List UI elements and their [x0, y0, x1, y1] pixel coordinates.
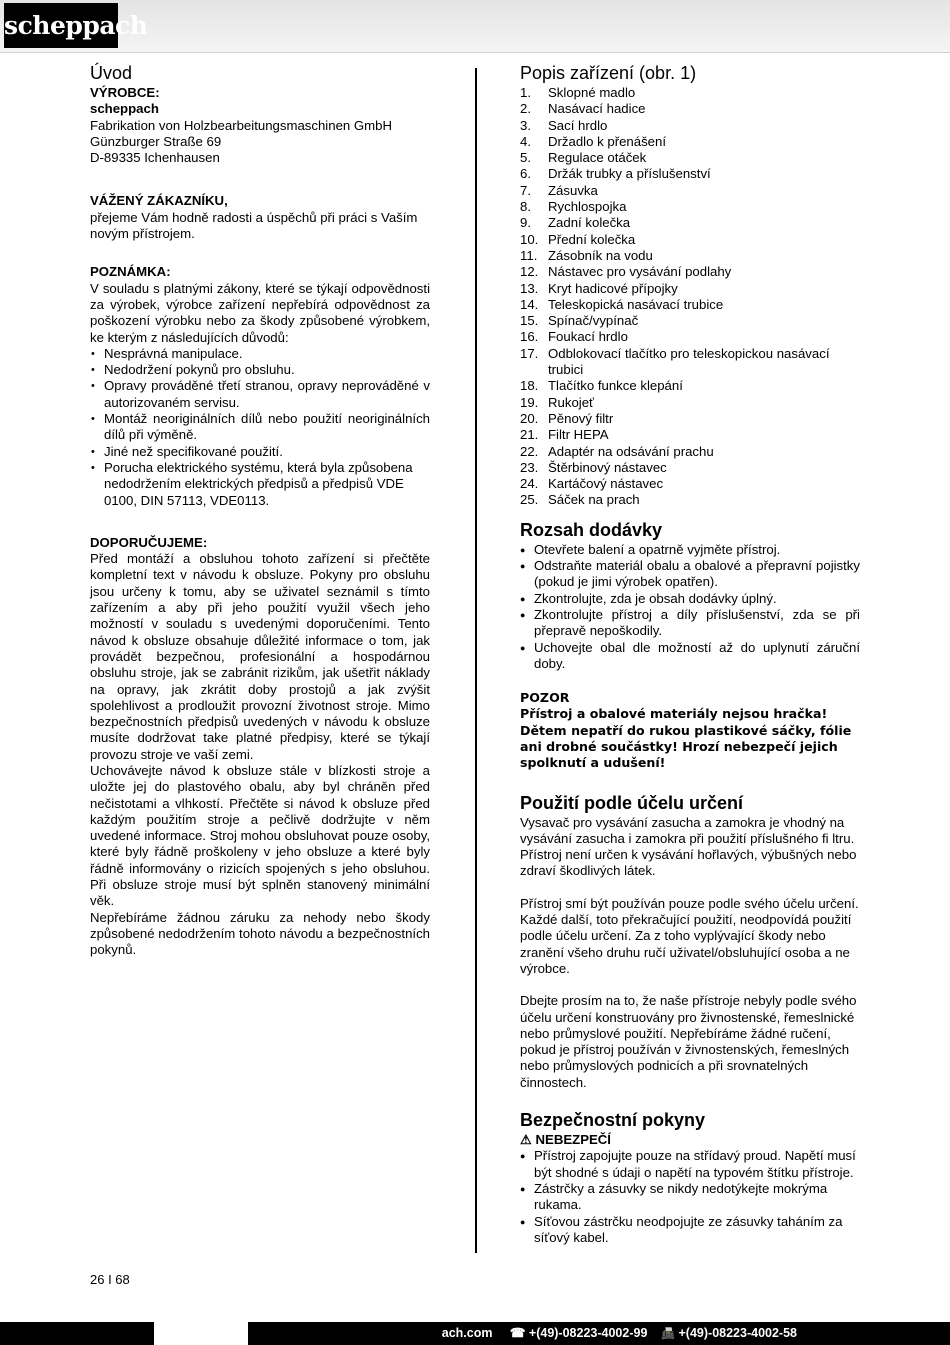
fax-icon: 📠: [661, 1328, 676, 1340]
item-label: Kryt hadicové přípojky: [548, 280, 678, 296]
item-label: Držák trubky a příslušenství: [548, 166, 711, 182]
list-item: • Nesprávná manipulace.: [90, 346, 430, 362]
item-number: 16.: [520, 329, 539, 345]
parts-list-item: [520, 460, 860, 476]
footer-white-block: [154, 1322, 248, 1345]
footer-contact: [442, 1325, 797, 1340]
item-number: 19.: [520, 394, 539, 410]
item-number: 5.: [520, 150, 531, 166]
parts-list: [520, 85, 860, 509]
item-label: Pěnový filtr: [548, 410, 614, 426]
note-text: V souladu s platnými zákony, které se týkají odpovědnosti za výrobek, výrobce zařízení nepřebírá odpovědnost za poškození výrobku nebo za škody způsobené výrobkem, ke kterým z následujících důvodů:: [90, 280, 430, 345]
column-divider: [475, 68, 477, 1253]
item-label: Přední kolečka: [548, 231, 636, 247]
recommend-paragraph: Nepřebíráme žádnou záruku za nehody nebo škody způsobené nedodržením tohoto návodu a bezpečnostních pokynů.: [90, 909, 430, 958]
item-number: 3.: [520, 117, 531, 133]
parts-list-item: [520, 101, 860, 117]
parts-list-item: [520, 444, 860, 460]
item-number: 24.: [520, 476, 539, 492]
parts-list-item: [520, 346, 860, 379]
section-title-parts: Popis zařízení (obr. 1): [520, 63, 697, 83]
item-number: 22.: [520, 443, 539, 459]
delivery-list: [520, 542, 860, 672]
item-label: Zásuvka: [548, 182, 598, 198]
address-line: Fabrikation von Holzbearbeitungsmaschinen GmbH: [90, 117, 392, 133]
section-title-delivery: Rozsah dodávky: [520, 519, 663, 540]
use-paragraph: Vysavač pro vysávání zasucha a zamokra je vhodný na vysávání zasucha i zamokra při použití příslušného fi ltru. Přístroj není určen k vysávání hořlavých, výbušných nebo zdraví škodlivých látek.: [520, 814, 857, 879]
list-item: ● Zkontrolujte, zda je obsah dodávky úplný.: [520, 591, 860, 607]
list-item: • Jiné než specifikované použití.: [90, 444, 430, 460]
list-item: ● Přístroj zapojujte pouze na střídavý proud. Napětí musí být shodné s údaji o napětí na typovém štítku přístroje.: [520, 1148, 860, 1181]
item-label: Odblokovací tlačítko pro teleskopickou nasávací trubici: [548, 345, 830, 378]
note-label: POZNÁMKA:: [90, 264, 171, 280]
item-number: 2.: [520, 101, 531, 117]
item-label: Filtr HEPA: [548, 427, 609, 443]
warning-icon: ⚠: [520, 1132, 532, 1148]
parts-list-item: [520, 199, 860, 215]
parts-list-item: [520, 150, 860, 166]
left-column: [90, 62, 430, 959]
recommend-paragraph: Uchovávejte návod k obsluze stále v blízkosti stroje a uložte jej do plastového obalu, aby byl chráněn před nečistotami a vlhkostí. Přečtěte si návod k obsluze před každým použitím stroje a pečlivě dodržujte v něm uvedené informace. Stroj mohou obsluhovat pouze osoby, které byly řádně proškoleny v jeho obsluze a které byly řádně informovány o rizicích spojených s jeho obsluhou. Při obsluze stroje musí být splněn stanovený minimální věk.: [90, 762, 430, 909]
page-footer: [0, 1322, 950, 1345]
item-label: Sklopné madlo: [548, 85, 636, 100]
parts-list-item: [520, 166, 860, 182]
manufacturer-label: VÝROBCE:: [90, 85, 160, 100]
dear-customer-label: VÁŽENÝ ZÁKAZNÍKU,: [90, 193, 228, 209]
item-label: Zadní kolečka: [548, 215, 631, 231]
item-label: Spínač/vypínač: [548, 313, 639, 329]
phone-number: +(49)-08223-4002-99: [528, 1326, 648, 1340]
item-label: Rychlospojka: [548, 199, 627, 215]
parts-list-item: [520, 411, 860, 427]
address-line: D-89335 Ichenhausen: [90, 150, 220, 166]
item-number: 20.: [520, 410, 539, 426]
page-number: 26 I 68: [90, 1272, 130, 1287]
website-link[interactable]: ach.com: [441, 1326, 493, 1340]
item-label: Zásobník na vodu: [548, 247, 653, 263]
parts-list-item: [520, 313, 860, 329]
danger-heading: [520, 1132, 860, 1148]
item-number: 21.: [520, 427, 539, 443]
safety-list: [520, 1148, 860, 1246]
phone-icon: ☎: [509, 1326, 526, 1340]
item-label: Kartáčový nástavec: [548, 476, 664, 492]
fax-number: +(49)-08223-4002-58: [678, 1326, 797, 1340]
list-item: ● Otevřete balení a opatrně vyjměte přístroj.: [520, 542, 860, 558]
section-title-safety: Bezpečnostní pokyny: [520, 1110, 706, 1131]
item-label: Adaptér na odsávání prachu: [548, 443, 714, 459]
item-number: 13.: [520, 280, 539, 296]
parts-list-item: [520, 427, 860, 443]
list-item: • Porucha elektrického systému, která byla způsobena nedodržením elektrických předpisů a předpisů VDE 0100, DIN 57113, VDE0113.: [90, 460, 430, 509]
item-number: 6.: [520, 166, 531, 182]
item-number: 23.: [520, 459, 539, 475]
right-column: [520, 62, 860, 1246]
note-list: [90, 346, 430, 509]
parts-list-item: [520, 476, 860, 492]
parts-list-item: [520, 297, 860, 313]
item-number: 18.: [520, 378, 539, 394]
danger-label: NEBEZPEČÍ: [535, 1132, 611, 1148]
item-number: 4.: [520, 133, 531, 149]
parts-list-item: [520, 183, 860, 199]
section-title-intro: Úvod: [90, 63, 133, 83]
use-paragraph: Přístroj smí být používán pouze podle svého účelu určení. Každé další, toto překračující použití, neodpovídá použití podle účelu určení. Za z toho vyplývající škody nebo zranění všeho druhu ručí uživatel/obsluhující osoba a ne výrobce.: [520, 895, 859, 976]
scheppach-logo: scheppach: [4, 3, 118, 48]
item-number: 12.: [520, 264, 539, 280]
address-line: Günzburger Straße 69: [90, 133, 222, 149]
item-label: Regulace otáček: [548, 150, 647, 166]
item-label: Rukojeť: [548, 394, 594, 410]
item-number: 17.: [520, 345, 539, 361]
parts-list-item: [520, 134, 860, 150]
item-label: Foukací hrdlo: [548, 329, 628, 345]
parts-list-item: [520, 378, 860, 394]
dear-customer-text: přejeme Vám hodně radosti a úspěchů při práci s Vaším novým přístrojem.: [90, 209, 418, 242]
parts-list-item: [520, 281, 860, 297]
item-label: Štěrbinový nástavec: [548, 459, 667, 475]
section-title-intended-use: Použití podle účelu určení: [520, 792, 744, 813]
list-item: ● Zástrčky a zásuvky se nikdy nedotýkejte mokrýma rukama.: [520, 1181, 860, 1214]
manufacturer-name: scheppach: [90, 101, 159, 117]
item-label: Sáček na prach: [548, 492, 640, 508]
list-item: • Nedodržení pokynů pro obsluhu.: [90, 362, 430, 378]
item-number: 8.: [520, 199, 531, 215]
recommend-paragraph: Před montáží a obsluhou tohoto zařízení si přečtěte kompletní text v návodu k obsluze. Pokyny pro obsluhu jsou určeny k tomu, aby se uživatel seznámil s tímto zařízením a aby při jeho použití využil všech jeho možností v souladu s uvedenými doporučeními. Tento návod k obsluze obsahuje důležité informace o tom, jak provádět bezpečnou, profesionální a hospodárnou obsluhu stroje, jak se zabránit rizikům, jak ušetřit náklady na opravy, jak zkrátit doby prostojů a jak zvýšit spolehlivost a prodloužit provozní životnost stroje. Mimo bezpečnostních předpisů uvedených v návodu k obsluze musíte dodržovat take platné předpisy, které se týkají provozu stroje ve vaší zemi.: [90, 551, 430, 762]
caution-label: POZOR: [520, 690, 570, 706]
caution-text: Přístroj a obalové materiály nejsou hračka! Dětem nepatří do rukou plastikové sáčky, fólie ani drobné součástky! Hrozí nebezpečí jejich spolknutí a udušení!: [520, 706, 852, 771]
item-number: 1.: [520, 85, 531, 100]
list-item: ● Síťovou zástrčku neodpojujte ze zásuvky taháním za síťový kabel.: [520, 1214, 860, 1247]
parts-list-item: [520, 264, 860, 280]
recommend-label: DOPORUČUJEME:: [90, 534, 208, 550]
item-label: Nasávací hadice: [548, 101, 646, 117]
item-number: 14.: [520, 296, 539, 312]
item-label: Tlačítko funkce klepání: [548, 378, 683, 394]
list-item: ● Uchovejte obal dle možností až do uplynutí záruční doby.: [520, 640, 860, 673]
list-item: ● Odstraňte materiál obalu a obalové a přepravní pojistky (pokud je jimi výrobek opatřen).: [520, 558, 860, 591]
item-label: Teleskopická nasávací trubice: [548, 296, 724, 312]
item-number: 7.: [520, 182, 531, 198]
parts-list-item: [520, 395, 860, 411]
list-item: ● Zkontrolujte přístroj a díly příslušenství, zda se při přepravě nepoškodily.: [520, 607, 860, 640]
item-label: Sací hrdlo: [548, 117, 608, 133]
item-number: 15.: [520, 313, 539, 329]
parts-list-item: [520, 329, 860, 345]
page-header: [0, 0, 950, 53]
item-number: 25.: [520, 492, 539, 508]
item-number: 10.: [520, 231, 539, 247]
parts-list-item: [520, 215, 860, 231]
item-number: 11.: [520, 247, 538, 263]
list-item: • Montáž neoriginálních dílů nebo použití neoriginálních dílů při výměně.: [90, 411, 430, 444]
parts-list-item: [520, 85, 860, 101]
parts-list-item: [520, 118, 860, 134]
parts-list-item: [520, 492, 860, 508]
use-paragraph: Dbejte prosím na to, že naše přístroje nebyly podle svého účelu určení konstruovány pro živnostenské, řemeslnické nebo průmyslové použití. Nepřebíráme žádné ručení, pokud je přístroj používán v živnostenských, řemeslných nebo průmyslových podnicích a při srovnatelných činnostech.: [520, 993, 857, 1090]
item-label: Držadlo k přenášení: [548, 133, 667, 149]
list-item: • Opravy prováděné třetí stranou, opravy neprováděné v autorizovaném servisu.: [90, 378, 430, 411]
parts-list-item: [520, 248, 860, 264]
parts-list-item: [520, 232, 860, 248]
item-label: Nástavec pro vysávání podlahy: [548, 264, 732, 280]
item-number: 9.: [520, 215, 531, 231]
